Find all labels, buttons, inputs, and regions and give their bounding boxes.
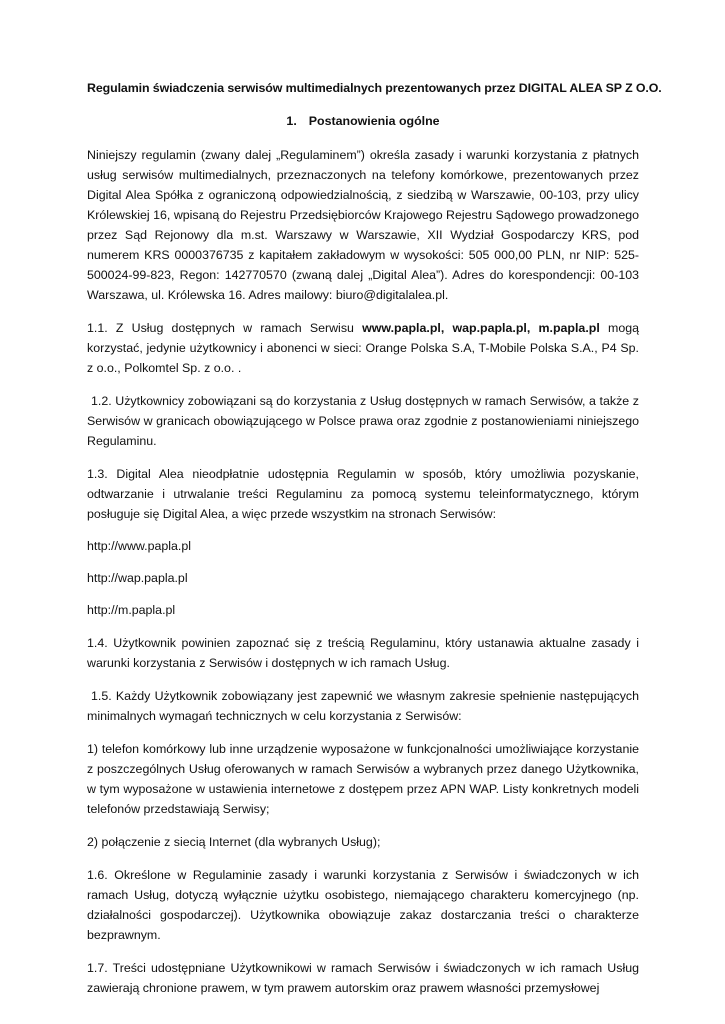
- url-www: [87, 536, 639, 556]
- url-wap-link[interactable]: http://wap.papla.pl: [87, 571, 188, 585]
- paragraph-1-1-tail: mogą korzystać, jedynie użytkownicy i abonenci w sieci: Orange Polska S.A, T-Mobile Polska S.A., P4 Sp. z o.o., Polkomtel Sp. z o.o. .: [87, 321, 639, 375]
- section-number: 1.: [286, 114, 297, 128]
- service-sites: www.papla.pl, wap.papla.pl, m.papla.pl: [362, 321, 600, 335]
- url-www-link[interactable]: http://www.papla.pl: [87, 539, 192, 553]
- paragraph-1-1: [87, 318, 639, 378]
- paragraph-1-5: 1.5. Każdy Użytkownik zobowiązany jest zapewnić we własnym zakresie spełnienie następujących minimalnych wymagań technicznych w celu korzystania z Serwisów:: [87, 689, 639, 723]
- requirement-1: 1) telefon komórkowy lub inne urządzenie wyposażone w funkcjonalności umożliwiające korzystanie z poszczególnych Usług oferowanych w ramach Serwisów a wybranych przez danego Użytkownika, w tym wyposażone w ustawienia internetowe z dostępem przez APN WAP. Listy konkretnych modeli telefonów przedstawiają Serwisy;: [87, 742, 639, 816]
- url-mobile: [87, 600, 639, 620]
- paragraph-1-7: 1.7. Treści udostępniane Użytkownikowi w ramach Serwisów i świadczonych w ich ramach Usług zawierają chronione prawem, w tym prawem autorskim oraz prawem własności przemysłowej: [87, 961, 639, 995]
- paragraph-1-2: 1.2. Użytkownicy zobowiązani są do korzystania z Usług dostępnych w ramach Serwisów, a także z Serwisów w granicach obowiązującego w Polsce prawa oraz zgodnie z postanowieniami niniejszego Regulaminu.: [87, 394, 639, 448]
- section-title: Postanowienia ogólne: [308, 114, 440, 128]
- requirement-2: 2) połączenie z siecią Internet (dla wybranych Usług);: [87, 835, 381, 849]
- paragraph-1-4: 1.4. Użytkownik powinien zapoznać się z treścią Regulaminu, który ustanawia aktualne zasady i warunki korzystania z Serwisów i dostępnych w ich ramach Usług.: [87, 636, 639, 670]
- url-wap: [87, 568, 639, 588]
- paragraph-1-1-lead: 1.1. Z Usług dostępnych w ramach Serwisu: [87, 321, 363, 335]
- paragraph-1-6: 1.6. Określone w Regulaminie zasady i warunki korzystania z Serwisów i świadczonych w ich ramach Usług, dotyczą wyłącznie użytku osobistego, niemającego charakteru komercyjnego (np. działalności gospodarczej). Użytkownika obowiązuje zakaz dostarczania treści o charakterze bezprawnym.: [87, 868, 639, 942]
- section-heading-general: [87, 111, 639, 131]
- intro-paragraph: Niniejszy regulamin (zwany dalej „Regulaminem”) określa zasady i warunki korzystania z płatnych usług serwisów multimedialnych, przeznaczonych na telefony komórkowe, prezentowanych przez Digital Alea Spółka z ograniczoną odpowiedzialnością, z siedzibą w Warszawie, 00-103, przy ulicy Królewskiej 16, wpisaną do Rejestru Przedsiębiorców Krajowego Rejestru Sądowego prowadzonego przez Sąd Rejonowy dla m.st. Warszawy w Warszawie, XII Wydział Gospodarczy KRS, pod numerem KRS 0000376735 z kapitałem zakładowym w wysokości: 505 000,00 PLN, nr NIP: 525-500024-99-823, Regon: 142770570 (zwaną dalej „Digital Alea”). Adres do korespondencji: 00-103 Warszawa, ul. Królewska 16. Adres mailowy: biuro@digitalalea.pl.: [87, 148, 639, 302]
- document-title: Regulamin świadczenia serwisów multimedialnych prezentowanych przez DIGITAL ALEA SP Z O.O.: [87, 81, 662, 95]
- document-page: [87, 78, 662, 998]
- url-mobile-link[interactable]: http://m.papla.pl: [87, 603, 176, 617]
- paragraph-1-3: 1.3. Digital Alea nieodpłatnie udostępnia Regulamin w sposób, który umożliwia pozyskanie, odtwarzanie i utrwalanie treści Regulaminu za pomocą systemu teleinformatycznego, którym posługuje się Digital Alea, a więc przede wszystkim na stronach Serwisów:: [87, 467, 639, 521]
